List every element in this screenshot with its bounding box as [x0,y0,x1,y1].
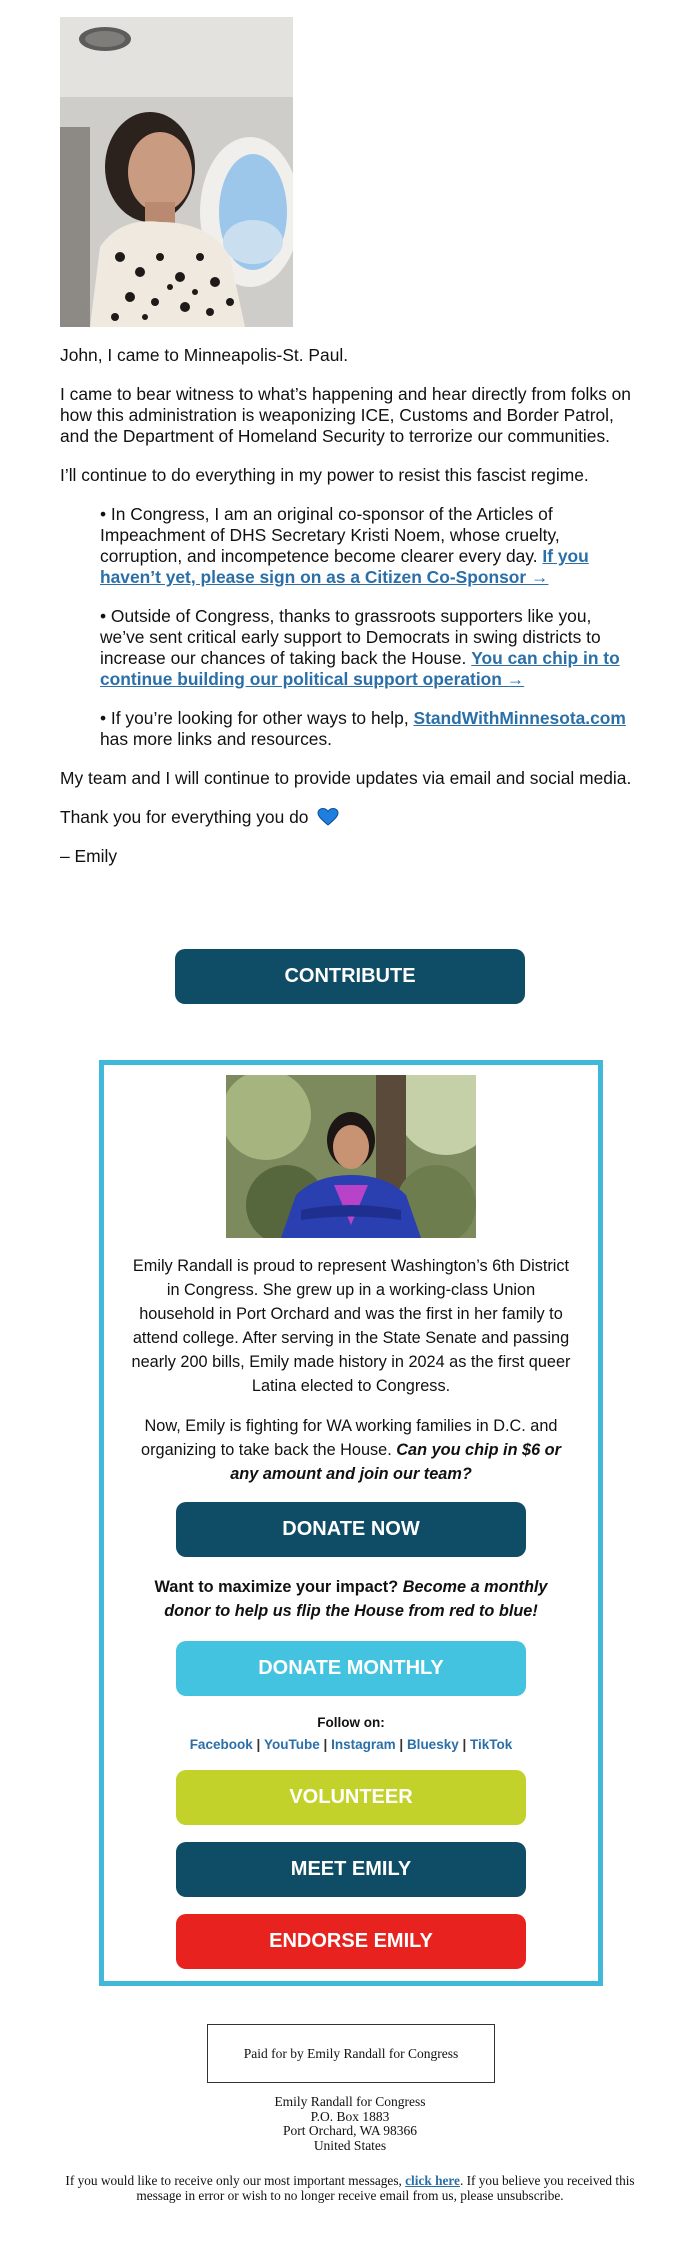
bullet-resources [100,708,640,750]
cosponsor-link[interactable]: If you haven’t yet, please sign on as a Citizen Co-Sponsor → [100,546,589,587]
blue-heart-icon [317,808,339,826]
follow-label: Follow on: [317,1715,385,1730]
bio-box [99,1060,603,1986]
legal-text-2: . If you believe you received this message in error or wish to no longer receive email from us, please unsubscribe. [136,2173,635,2203]
paragraph-3: My team and I will continue to provide updates via email and social media. [60,768,632,788]
address-line-4: United States [313,2137,387,2153]
standwithminnesota-link[interactable]: StandWithMinnesota.com [413,708,626,728]
legal-text-1: If you would like to receive only our most important messages, [65,2173,402,2188]
meet-emily-button[interactable]: MEET EMILY [176,1842,526,1897]
bullet-3-tail: has more links and resources. [100,729,332,749]
bullet-1-text: • In Congress, I am an original co-sponsor of the Articles of Impeachment of DHS Secretary Kristi Noem, whose cruelty, corruption, and incompetence become clearer every day. [100,504,560,566]
signoff: – Emily [60,846,118,866]
bio-text [128,1254,574,1486]
appeal-emphasis: Can you chip in $6 or any amount and join our team? [230,1441,561,1483]
bullet-support [100,606,640,690]
paragraph-2: I’ll continue to do everything in my power to resist this fascist regime. [60,465,589,485]
bullet-3-text: • If you’re looking for other ways to help, [100,708,409,728]
paid-for-box: Paid for by Emily Randall for Congress [207,2024,495,2083]
appeal-text: Now, Emily is fighting for WA working families in D.C. and organizing to take back the House. [141,1417,558,1459]
facebook-link[interactable]: Facebook [189,1737,253,1752]
social-links: Facebook | YouTube | Instagram | Bluesky | TikTok [189,1737,513,1752]
greeting: John, I came to Minneapolis-St. Paul. [60,345,349,365]
click-here-link[interactable]: click here [405,2173,460,2188]
mailing-address [0,2095,700,2153]
chip-in-link[interactable]: You can chip in to continue building our political support operation → [100,648,620,689]
contribute-wrapper [175,949,525,1004]
contribute-button[interactable]: CONTRIBUTE [175,949,525,1004]
social-follow [104,1712,598,1756]
appeal-paragraph [128,1414,574,1486]
address-line-2: P.O. Box 1883 [310,2108,390,2124]
donate-now-button[interactable]: DONATE NOW [176,1502,526,1557]
bullet-2-text: • Outside of Congress, thanks to grassroots supporters like you, we’ve sent critical early support to Democrats in swing districts to increase our chances of taking back the House. [100,606,601,668]
emily-portrait [226,1075,476,1238]
impact-text [132,1575,570,1623]
address-line-1: Emily Randall for Congress [274,2094,426,2109]
paragraph-4 [60,807,640,828]
legal-notice [60,2173,640,2203]
impact-question: Want to maximize your impact? [154,1578,399,1596]
tiktok-link[interactable]: TikTok [470,1737,513,1752]
volunteer-button[interactable]: VOLUNTEER [176,1770,526,1825]
letter-body [60,345,640,885]
bullet-impeachment [100,504,640,588]
bluesky-link[interactable]: Bluesky [406,1737,459,1752]
paragraph-1: I came to bear witness to what’s happening and hear directly from folks on how this administration is weaponizing ICE, Customs and Border Patrol, and the Department of Homeland Security to terrorize our communities. [60,384,631,446]
endorse-emily-button[interactable]: ENDORSE EMILY [176,1914,526,1969]
donate-monthly-button[interactable]: DONATE MONTHLY [176,1641,526,1696]
youtube-link[interactable]: YouTube [264,1737,320,1752]
address-line-3: Port Orchard, WA 98366 [283,2123,417,2139]
impact-emphasis: Become a monthly donor to help us flip the House from red to blue! [164,1578,548,1620]
instagram-link[interactable]: Instagram [331,1737,396,1752]
hero-photo [60,17,293,327]
bio-paragraph: Emily Randall is proud to represent Washington’s 6th District in Congress. She grew up in a working-class Union household in Port Orchard and was the first in her family to attend college. After serving in the State Senate and passing nearly 200 bills, Emily made history in 2024 as the first queer Latina elected to Congress. [131,1257,571,1395]
thank-you-text: Thank you for everything you do [60,807,309,827]
